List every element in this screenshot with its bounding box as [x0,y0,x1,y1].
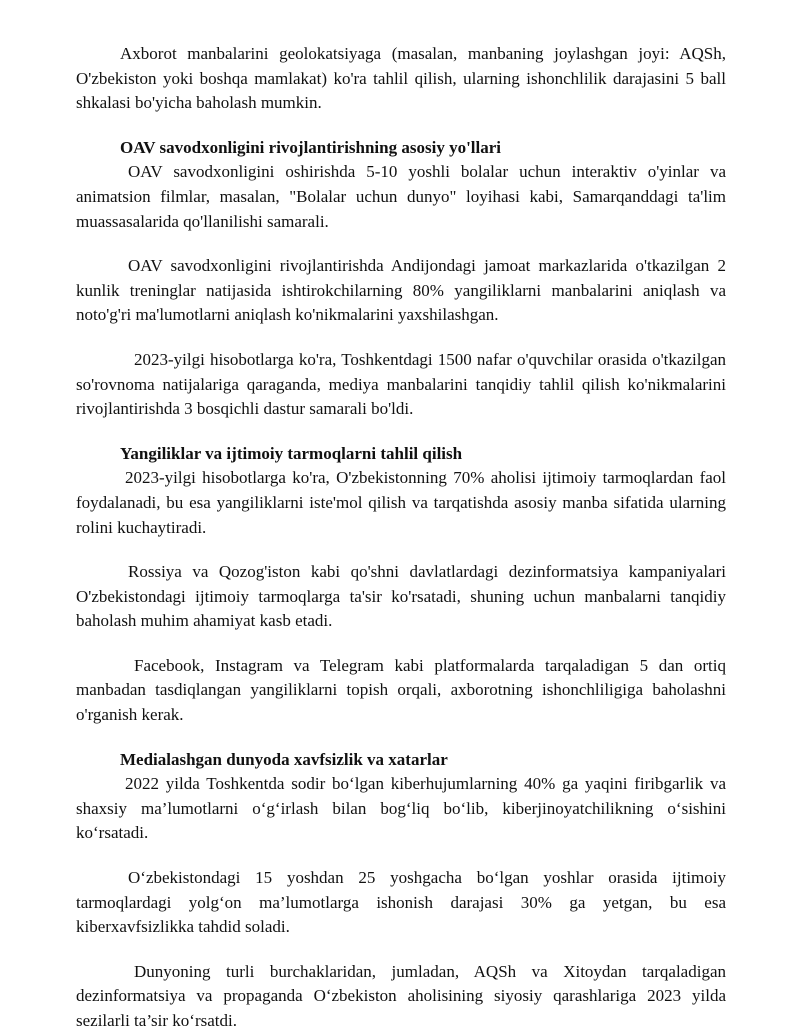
paragraph: 2023-yilgi hisobotlarga ko'ra, Toshkentdagi 1500 nafar o'quvchilar orasida o'tkazilgan so'rovnoma natijalariga qaraganda, mediya manbalarini tanqidiy tahlil qilish ko'nikmalarini rivojlantirishda 3 bosqichli dastur samarali bo'ldi. [76,349,726,419]
document-page [76,42,726,1034]
paragraph: Facebook, Instagram va Telegram kabi platformalarda tarqaladigan 5 dan ortiq manbadan tasdiqlangan yangiliklarni topish orqali, axborotning ishonchliligiga baholashni o'rganish kerak. [76,655,726,725]
paragraph: O‘zbekistondagi 15 yoshdan 25 yoshgacha bo‘lgan yoshlar orasida ijtimoiy tarmoqlardagi yolg‘on ma’lumotlarga ishonish darajasi 30% ga yetgan, bu esa kiberxavfsizlikka tahdid soladi. [76,868,726,937]
paragraph: 2023-yilgi hisobotlarga ko'ra, O'zbekistonning 70% aholisi ijtimoiy tarmoqlardan faol foydalanadi, bu esa yangiliklarni iste'mol qilish va tarqatishda asosiy manba sifatida ularning rolini kuchaytiradi. [76,468,726,537]
section-heading-news-social: Yangiliklar va ijtimoiy tarmoqlarni tahlil qilish [120,443,463,463]
paragraph: OAV savodxonligini oshirishda 5-10 yoshli bolalar uchun interaktiv o'yinlar va animatsion filmlar, masalan, "Bolalar uchun dunyo" loyihasi kabi, Samarqanddagi ta'lim muassasalarida qo'llanilishi samarali. [76,162,726,231]
paragraph: OAV savodxonligini rivojlantirishda Andijondagi jamoat markazlarida o'tkazilgan 2 kunlik treninglar natijasida ishtirokchilarning 80% yangiliklarni manbalarini aniqlash va noto'g'ri ma'lumotlarni aniqlash ko'nikmalarini yaxshilashgan. [76,256,726,325]
paragraph: 2022 yilda Toshkentda sodir bo‘lgan kiberhujumlarning 40% ga yaqini firibgarlik va shaxsiy ma’lumotlarni o‘g‘irlash bilan bog‘liq bo‘lib, kiberjinoyatchilikning o‘sishini ko‘rsatadi. [76,774,726,843]
section-heading-security-risks: Medialashgan dunyoda xavfsizlik va xatarlar [120,749,448,769]
intro-paragraph: Axborot manbalarini geolokatsiyaga (masalan, manbaning joylashgan joyi: AQSh, O'zbekiston yoki boshqa mamlakat) ko'ra tahlil qilish, ularning ishonchlilik darajasini 5 ball shkalasi bo'yicha baholash mumkin. [76,44,726,113]
paragraph: Dunyoning turli burchaklaridan, jumladan, AQSh va Xitoydan tarqaladigan dezinformatsiya va propaganda O‘zbekiston aholisining siyosiy qarashlariga 2023 yilda sezilarli ta’sir ko‘rsatdi. [76,961,726,1030]
section-heading-media-literacy: OAV savodxonligini rivojlantirishning asosiy yo'llari [120,137,502,157]
paragraph: Rossiya va Qozog'iston kabi qo'shni davlatlardagi dezinformatsiya kampaniyalari O'zbekistondagi ijtimoiy tarmoqlarga ta'sir ko'rsatadi, shuning uchun manbalarni tanqidiy baholash muhim ahamiyat kasb etadi. [76,562,726,631]
